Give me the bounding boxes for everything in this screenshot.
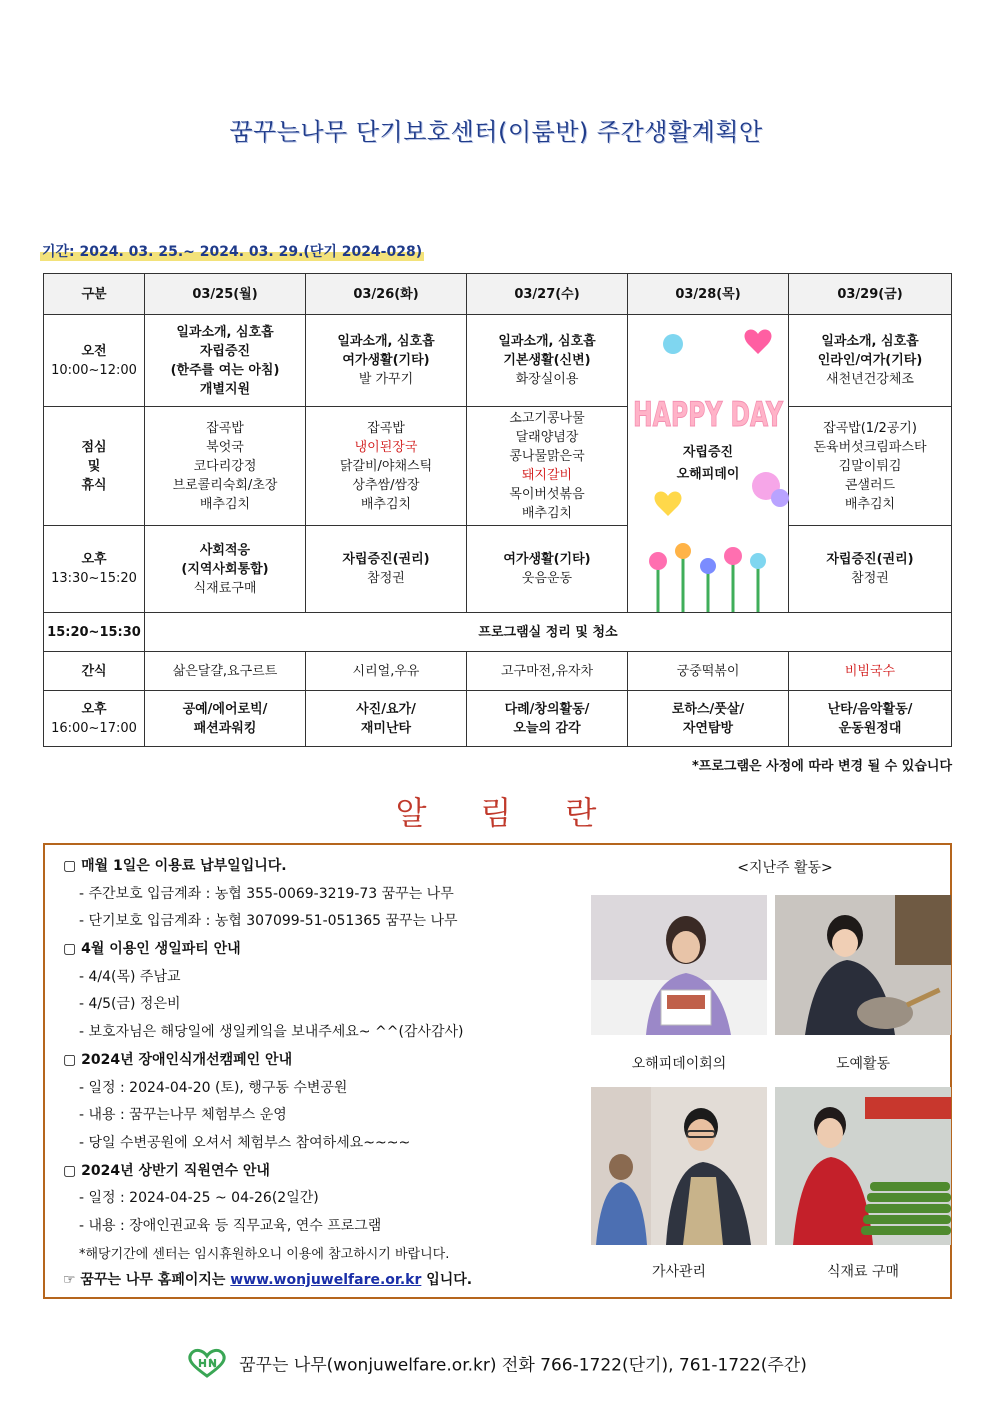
cell-line: 기본생활(신변)	[503, 353, 591, 368]
late-tue	[306, 691, 467, 747]
day-header-mon: 03/25(월)	[145, 274, 306, 315]
photos-caption: <지난주 활동>	[737, 860, 833, 876]
afternoon-mon	[145, 526, 306, 613]
notice-box	[43, 843, 952, 1299]
menu-item: 잡곡밥	[206, 420, 244, 436]
morning-row	[44, 315, 952, 407]
lunch-mon	[145, 407, 306, 526]
menu-item: 소고기콩나물	[509, 411, 585, 426]
happy-day-art-text: HAPPY DAY	[633, 394, 784, 435]
thursday-line1: 자립증진	[682, 444, 734, 460]
cell-line: 자립증진(권리)	[826, 552, 914, 567]
late-fri	[789, 691, 952, 747]
snack-fri: 비빔국수	[789, 652, 952, 691]
notice-line: - 내용 : 꿈꾸는나무 체험부스 운영	[79, 1107, 287, 1124]
cell-line: 운동원정대	[838, 720, 902, 736]
row-label-snack: 간식	[44, 652, 145, 691]
menu-item: 배추김치	[360, 496, 412, 512]
afternoon-row	[44, 526, 952, 613]
menu-item: 콩나물맑은국	[509, 449, 585, 464]
menu-item: 배추김치	[844, 496, 896, 512]
cell-line: (한주를 여는 아침)	[170, 362, 280, 378]
notice-section-heading: ▢ 4월 이용인 생일파티 안내	[63, 941, 241, 958]
photo-meeting	[591, 895, 767, 1035]
notice-line: - 보호자님은 해당일에 생일케잌을 보내주세요~ ^^(감사감사)	[79, 1024, 464, 1041]
notice-section-heading: ▢ 2024년 상반기 직원연수 안내	[63, 1162, 270, 1179]
thursday-line2: 오해피데이	[676, 466, 740, 482]
late-afternoon-row	[44, 691, 952, 747]
page-title: 꿈꾸는나무 단기보호센터(이룸반) 주간생활계획안	[229, 118, 763, 146]
notice-line: - 주간보호 입금계좌 : 농협 355-0069-3219-73 꿈꾸는 나무	[79, 885, 454, 902]
notice-list	[63, 853, 583, 1268]
lunch-tue	[306, 407, 467, 526]
late-mon	[145, 691, 306, 747]
snack-thu: 궁중떡볶이	[628, 652, 789, 691]
morning-mon	[145, 315, 306, 407]
lunch-label-2: 및	[87, 458, 101, 474]
day-header-fri: 03/29(금)	[789, 274, 952, 315]
lunch-fri	[789, 407, 952, 526]
homepage-link[interactable]: www.wonjuwelfare.or.kr	[230, 1272, 422, 1288]
cell-line: 사진/요가/	[356, 701, 416, 717]
cleanup-text: 프로그램실 정리 및 청소	[145, 613, 952, 652]
cell-line: 로하스/풋살/	[671, 701, 745, 717]
snack-mon: 삶은달걀,요구르트	[145, 652, 306, 691]
cell-line: 식재료구매	[193, 580, 257, 596]
late-label: 오후	[81, 701, 107, 717]
row-label-morning	[44, 315, 145, 407]
notice-section-heading: ▢ 매월 1일은 이용료 납부일입니다.	[63, 858, 287, 874]
cleanup-time: 15:20~15:30	[44, 613, 145, 652]
notice-section-heading: ▢ 2024년 장애인식개선캠페인 안내	[63, 1051, 293, 1068]
menu-item: 상추쌈/쌈장	[352, 477, 420, 493]
snack-tue: 시리얼,우유	[306, 652, 467, 691]
footer	[0, 1348, 992, 1383]
row-label-afternoon	[44, 526, 145, 613]
late-wed	[467, 691, 628, 747]
morning-tue	[306, 315, 467, 407]
menu-item-highlight: 돼지갈비	[521, 468, 573, 483]
afternoon-fri	[789, 526, 952, 613]
cell-line: 공예/에어로빅/	[182, 701, 268, 717]
row-label-lunch	[44, 407, 145, 526]
afternoon-label: 오후	[81, 552, 107, 567]
cell-line: 사회적응	[199, 542, 251, 558]
homepage-suffix: 입니다.	[426, 1272, 473, 1288]
morning-label: 오전	[81, 343, 107, 359]
notice-heading: 알림란	[395, 794, 651, 832]
notice-line: - 4/5(금) 정은비	[79, 996, 181, 1013]
afternoon-tue	[306, 526, 467, 613]
cell-line: 패션과워킹	[193, 720, 257, 736]
cell-line: 난타/음악활동/	[827, 701, 913, 717]
homepage-line	[63, 1268, 472, 1292]
cell-line: 발 가꾸기	[358, 372, 414, 387]
cell-line: 일과소개, 심호흡	[337, 334, 435, 349]
cell-line: 자립증진(권리)	[342, 552, 430, 567]
row-label-late	[44, 691, 145, 747]
cell-line: 재미난타	[360, 720, 412, 736]
notice-line: - 일정 : 2024-04-20 (토), 행구동 수변공원	[79, 1079, 348, 1096]
late-time: 16:00~17:00	[51, 720, 137, 736]
notice-line: *해당기간에 센터는 임시휴원하오니 이용에 참고하시기 바랍니다.	[79, 1246, 450, 1262]
menu-item: 콘샐러드	[844, 477, 896, 493]
menu-item: 잡곡밥(1/2공기)	[823, 420, 917, 436]
notice-line: - 단기보호 입금계좌 : 농협 307099-51-051365 꿈꾸는 나무	[79, 913, 458, 930]
photo-label-pottery: 도예활동	[835, 1056, 891, 1072]
cell-line: 새천년건강체조	[826, 372, 914, 387]
cell-line: 여가생활(기타)	[503, 552, 591, 567]
thursday-happy-day-text	[628, 442, 788, 486]
photo-grocery-image	[775, 1087, 951, 1245]
afternoon-wed	[467, 526, 628, 613]
cell-line: 인라인/여가(기타)	[817, 353, 923, 368]
cell-line: 일과소개, 심호흡	[176, 324, 274, 340]
menu-item: 목이버섯볶음	[509, 487, 585, 502]
menu-item: 코다리강정	[193, 458, 257, 474]
notice-line: - 내용 : 장애인권교육 등 직무교육, 연수 프로그램	[79, 1217, 382, 1234]
menu-item: 돈육버섯크림파스타	[813, 439, 927, 455]
thursday-happy-day-cell	[628, 315, 789, 613]
cell-line: 일과소개, 심호흡	[498, 334, 596, 349]
cell-line: 화장실이용	[515, 372, 579, 387]
menu-item: 김말이튀김	[838, 458, 902, 474]
cell-line: 참정권	[367, 571, 405, 586]
morning-wed	[467, 315, 628, 407]
cell-line: 웃음운동	[521, 571, 573, 586]
afternoon-time: 13:30~15:20	[51, 571, 137, 586]
photo-housekeeping	[591, 1087, 767, 1227]
schedule-change-note: *프로그램은 사정에 따라 변경 될 수 있습니다	[692, 759, 952, 774]
homepage-prefix: ☞ 꿈꾸는 나무 홈페이지는	[63, 1272, 226, 1288]
photo-label-grocery: 식재료 구매	[826, 1264, 900, 1280]
cell-line: 자연탐방	[682, 720, 734, 736]
cell-line: 자립증진	[199, 343, 251, 359]
day-header-wed: 03/27(수)	[467, 274, 628, 315]
schedule-period: 기간: 2024. 03. 25.~ 2024. 03. 29.(단기 2024-028)	[40, 241, 424, 261]
cell-line: 다례/창의활동/	[504, 701, 590, 717]
photo-housekeeping-image	[591, 1087, 767, 1245]
lunch-label-1: 점심	[81, 439, 107, 455]
corner-cell: 구분	[44, 274, 145, 315]
cell-line: 일과소개, 심호흡	[821, 334, 919, 349]
notice-line: - 일정 : 2024-04-25 ~ 04-26(2일간)	[79, 1190, 319, 1207]
late-thu	[628, 691, 789, 747]
photo-pottery	[775, 895, 951, 1035]
cleanup-row	[44, 613, 952, 652]
lunch-wed	[467, 407, 628, 526]
snack-wed: 고구마전,유자차	[467, 652, 628, 691]
photo-meeting-image	[591, 895, 767, 1035]
menu-item: 브로콜리숙회/초장	[172, 477, 278, 493]
photo-label-meeting: 오해피데이회의	[631, 1056, 727, 1072]
menu-item: 달래양념장	[515, 430, 579, 445]
snack-row	[44, 652, 952, 691]
photo-grocery	[775, 1087, 951, 1227]
day-header-thu: 03/28(목)	[628, 274, 789, 315]
lunch-row	[44, 407, 952, 526]
lunch-label-3: 휴식	[81, 477, 107, 493]
heart-logo-icon	[185, 1348, 229, 1383]
footer-text: 꿈꾸는 나무(wonjuwelfare.or.kr) 전화 766-1722(단기), 761-1722(주간)	[239, 1355, 807, 1376]
cell-line: 참정권	[851, 571, 889, 586]
menu-item-highlight: 냉이된장국	[354, 439, 418, 455]
cell-line: (지역사회통합)	[181, 561, 269, 577]
menu-item: 잡곡밥	[367, 420, 405, 436]
menu-item: 배추김치	[521, 506, 573, 521]
cell-line: 개별지원	[199, 381, 251, 397]
menu-item: 북엇국	[206, 439, 244, 455]
menu-item: 닭갈비/야채스틱	[339, 458, 433, 474]
notice-line: - 4/4(목) 주남교	[79, 968, 181, 985]
notice-line: - 당일 수변공원에 오셔서 체험부스 참여하세요~~~~	[79, 1134, 411, 1151]
morning-fri	[789, 315, 952, 407]
cell-line: 오늘의 감각	[513, 720, 581, 736]
morning-time: 10:00~12:00	[51, 362, 137, 378]
photo-label-housekeeping: 가사관리	[651, 1264, 707, 1280]
menu-item: 배추김치	[199, 496, 251, 512]
day-header-tue: 03/26(화)	[306, 274, 467, 315]
header-row	[44, 274, 952, 315]
photo-pottery-image	[775, 895, 951, 1035]
cell-line: 여가생활(기타)	[342, 353, 430, 368]
weekly-schedule-table	[43, 273, 952, 747]
